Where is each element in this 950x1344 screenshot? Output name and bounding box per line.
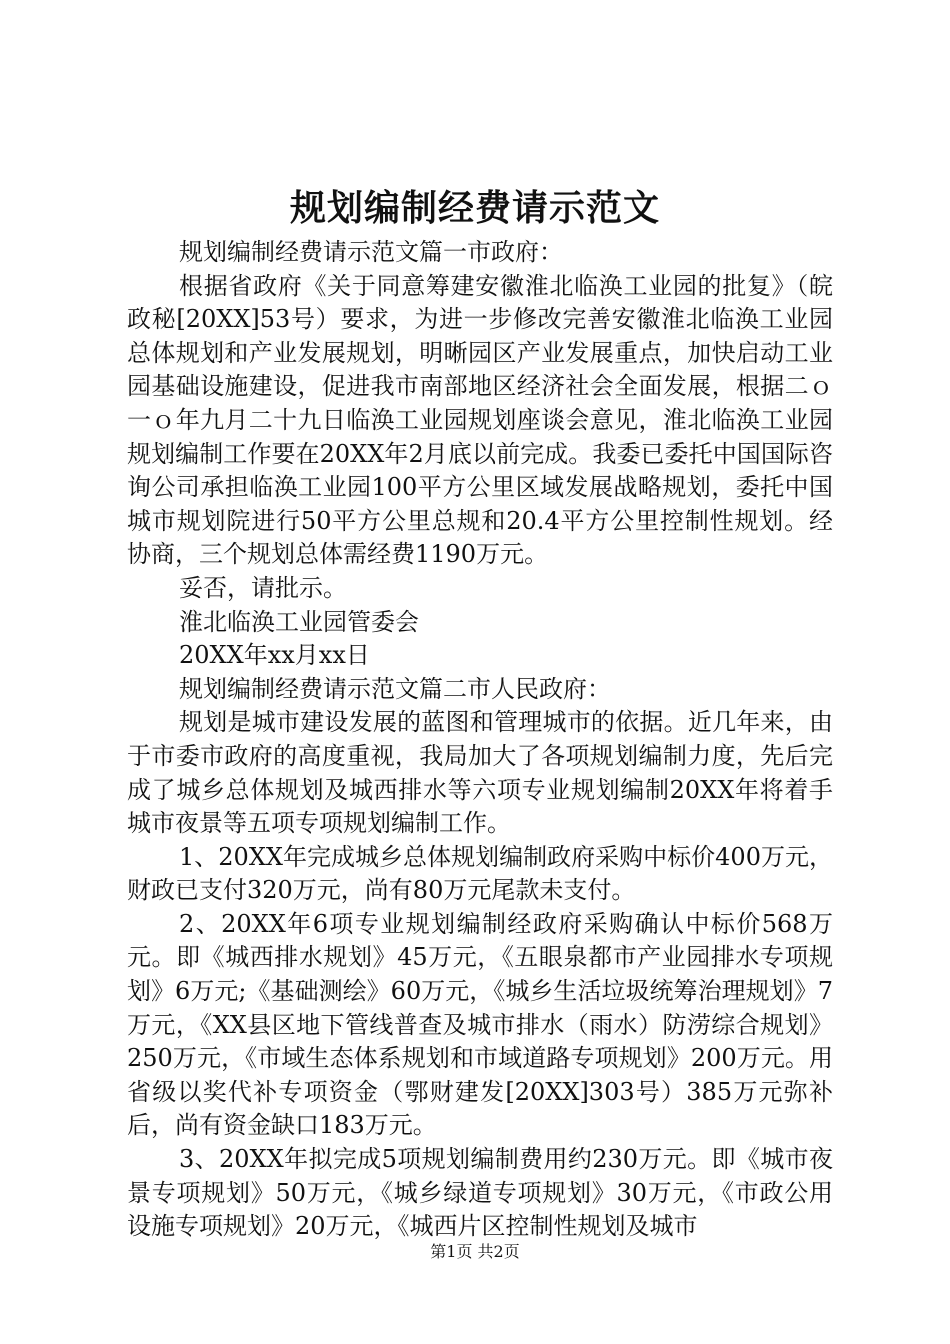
document-body bbox=[127, 236, 833, 1244]
paragraph-salutation-1: 规划编制经费请示范文篇一市政府： bbox=[179, 238, 563, 266]
paragraph-item-1: 1、20XX年完成城乡总体规划编制政府采购中标价400万元，财政已支付320万元，尚有80万元尾款未支付。 bbox=[127, 842, 833, 905]
paragraph-salutation-2: 规划编制经费请示范文篇二市人民政府： bbox=[179, 674, 611, 703]
paragraph-item-3: 3、20XX年拟完成5项规划编制费用约230万元。即《城市夜景专项规划》50万元，《城乡绿道专项规划》30万元，《市政公用设施专项规划》20万元，《城西片区控制性规划及城市 bbox=[127, 1145, 833, 1241]
paragraph-date: 20XX年xx月xx日 bbox=[179, 641, 370, 670]
paragraph-intro-2: 规划是城市建设发展的蓝图和管理城市的依据。近几年来，由于市委市政府的高度重视，我局加大了各项规划编制力度，先后完成了城乡总体规划及城西排水等六项专业规划编制20XX年将着手城市夜景等五项专项规划编制工作。 bbox=[127, 708, 833, 838]
page-footer: 第1页 共2页 bbox=[430, 1242, 520, 1261]
paragraph-item-2: 2、20XX年6项专业规划编制经政府采购确认中标价568万元。即《城西排水规划》45万元，《五眼泉都市产业园排水专项规划》6万元;《基础测绘》60万元，《城乡生活垃圾统筹治理规划》7万元，《XX县区地下管线普查及城市排水（雨水）防涝综合规划》250万元，《市域生态体系规划和市域道路专项规划》200万元。用省级以奖代补专项资金（鄂财建发[20XX]303号）385万元弥补后，尚有资金缺口183万元。 bbox=[127, 909, 833, 1140]
paragraph-request-1: 根据省政府《关于同意筹建安徽淮北临涣工业园的批复》（皖政秘[20XX]53号）要求，为进一步修改完善安徽淮北临涣工业园总体规划和产业发展规划，明晰园区产业发展重点，加快启动工业园基础设施建设，促进我市南部地区经济社会全面发展，根据二ｏ一ｏ年九月二十九日临涣工业园规划座谈会意见，淮北临涣工业园规划编制工作要在20XX年2月底以前完成。我委已委托中国国际咨询公司承担临涣工业园100平方公里区域发展战略规划，委托中国城市规划院进行50平方公里总规和20.4平方公里控制性规划。经协商，三个规划总体需经费1190万元。 bbox=[127, 271, 833, 569]
paragraph-signature: 淮北临涣工业园管委会 bbox=[179, 607, 419, 636]
document-title: 规划编制经费请示范文 bbox=[289, 187, 660, 229]
paragraph-closing: 妥否，请批示。 bbox=[179, 573, 347, 602]
